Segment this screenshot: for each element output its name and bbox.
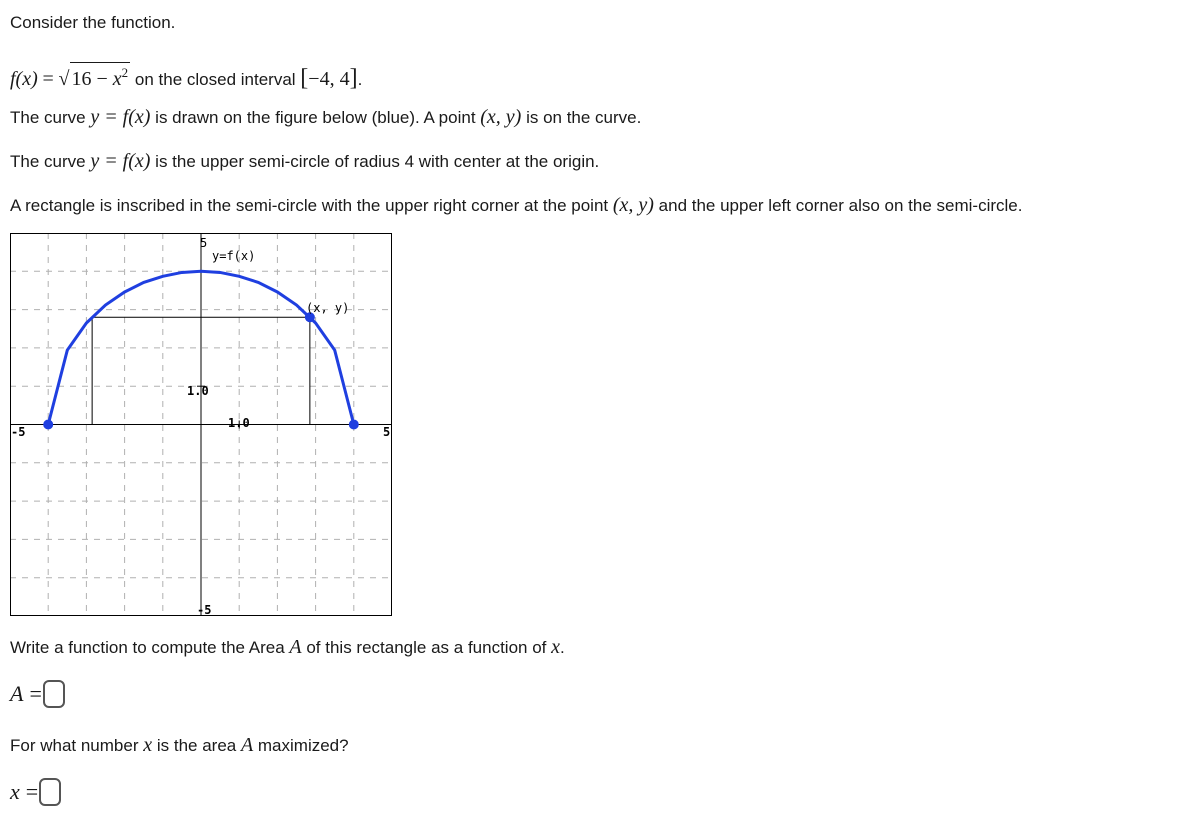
curve-label: y=f(x) bbox=[212, 249, 256, 263]
point-label: (x, y) bbox=[306, 301, 350, 315]
function-equals: = bbox=[42, 68, 54, 90]
curve-equation-2: y = f(x) bbox=[90, 150, 151, 172]
semicircle-description: The curve y = f(x) is the upper semi-circle of radius 4 with center at the origin. bbox=[10, 150, 600, 172]
x-max-label: 5 bbox=[383, 425, 391, 439]
x-answer-row bbox=[10, 778, 61, 806]
rectangle-description: A rectangle is inscribed in the semi-circle with the upper right corner at the point (x, y) and the upper left corner also on the semi-circle. bbox=[10, 194, 1023, 216]
area-var: A bbox=[289, 636, 302, 658]
area-answer-label: A bbox=[10, 681, 24, 706]
area-answer-row bbox=[10, 680, 65, 708]
intro-text: Consider the function. bbox=[10, 13, 176, 32]
x-answer-input[interactable] bbox=[39, 778, 61, 806]
point-notation-2: (x, y) bbox=[612, 194, 654, 216]
area-answer-equals: = bbox=[29, 681, 42, 706]
x-answer-equals: = bbox=[25, 779, 39, 804]
semicircle-graph bbox=[10, 233, 392, 616]
x-var: x bbox=[551, 636, 560, 658]
x-tick-label: 1.0 bbox=[228, 416, 250, 430]
x-var-2: x bbox=[143, 734, 153, 756]
interval-text: on the closed interval bbox=[134, 70, 301, 89]
point-notation: (x, y) bbox=[480, 106, 522, 128]
curve-equation: y = f(x) bbox=[90, 106, 151, 128]
right-endpoint bbox=[349, 420, 359, 430]
y-tick-label: 1.0 bbox=[187, 384, 209, 398]
left-endpoint bbox=[43, 420, 53, 430]
sqrt-radicand: $16 - x^2$ bbox=[70, 62, 131, 89]
question-maximize: For what number x is the area A maximized? bbox=[10, 734, 349, 756]
interval-close: ] bbox=[349, 65, 358, 91]
curve-description: The curve y = f(x) is drawn on the figure below (blue). A point (x, y) is on the curve. bbox=[10, 106, 642, 128]
y-min-label: -5 bbox=[197, 603, 212, 616]
interval-period: . bbox=[357, 70, 363, 89]
area-answer-input[interactable] bbox=[43, 680, 65, 708]
x-min-label: -5 bbox=[11, 425, 26, 439]
y-max-label: 5 bbox=[200, 236, 208, 250]
area-var-2: A bbox=[240, 734, 254, 756]
interval-values: −4, 4 bbox=[308, 68, 350, 90]
x-answer-label: x bbox=[10, 779, 20, 804]
interval-open: [ bbox=[300, 65, 309, 91]
question-area-function: Write a function to compute the Area A of this rectangle as a function of x. bbox=[10, 636, 565, 658]
function-name: f(x) bbox=[10, 68, 38, 90]
function-definition bbox=[10, 62, 362, 91]
sqrt-sign: √ bbox=[58, 68, 70, 90]
